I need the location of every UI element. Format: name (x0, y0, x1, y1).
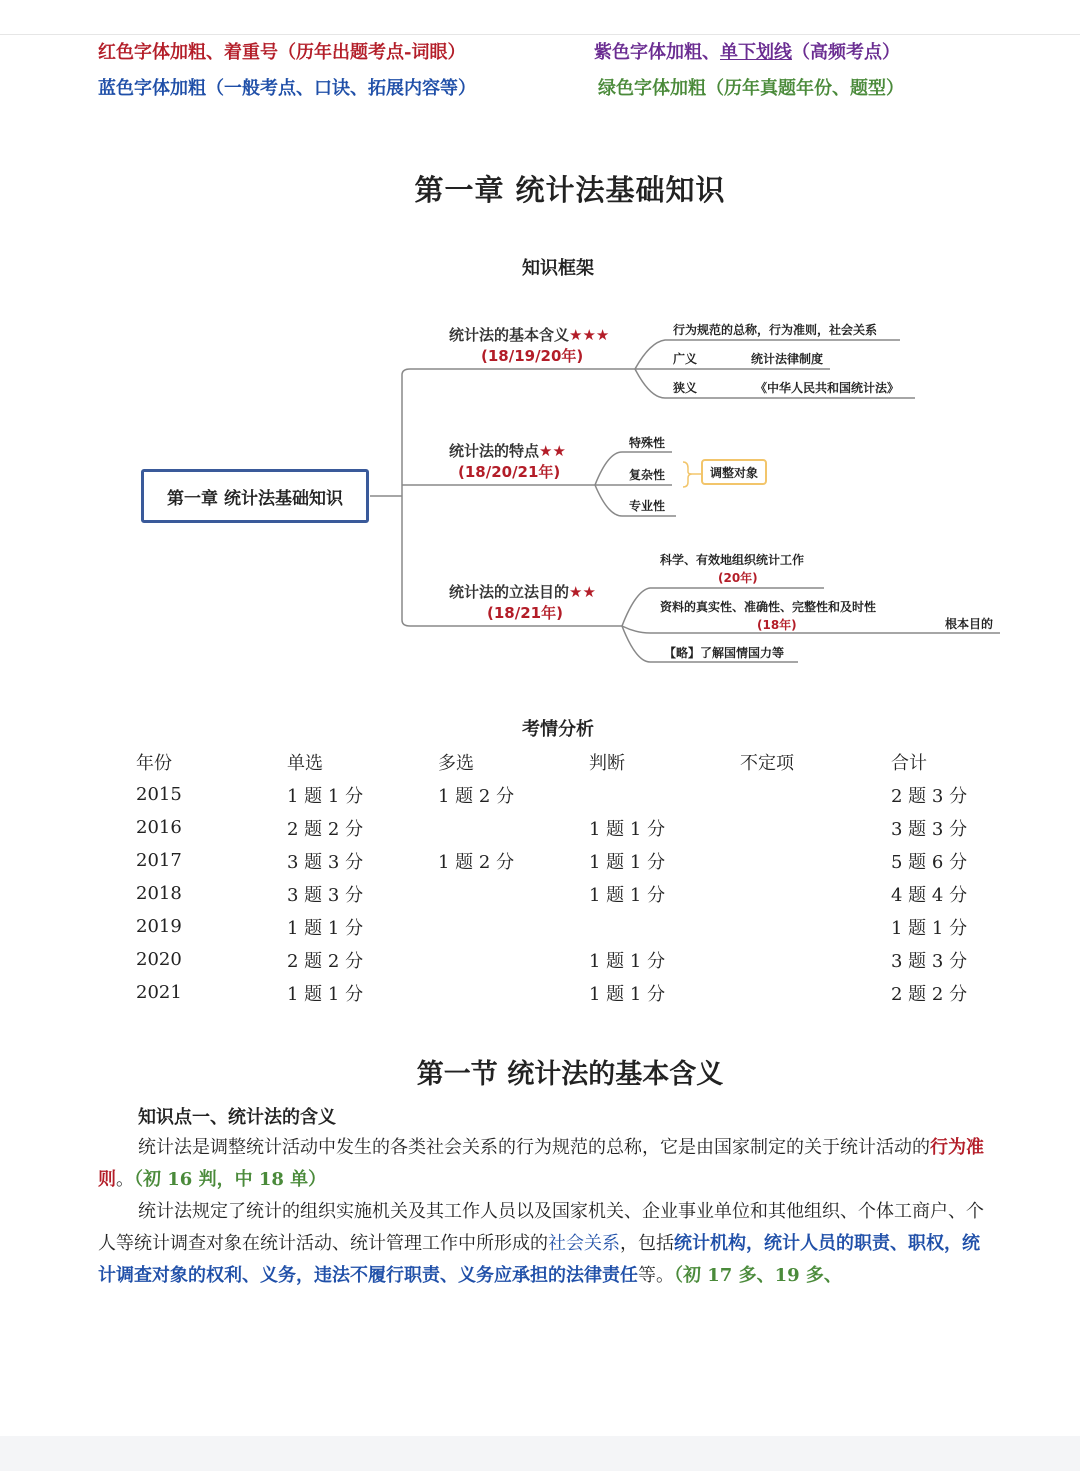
table-cell: 1 题 1 分 (287, 917, 364, 939)
branch3-child2-year: (18年) (757, 618, 797, 632)
para1-period: 。 (116, 1169, 134, 1190)
para2-end: 等。 (638, 1265, 674, 1286)
header-multi: 多选 (438, 752, 474, 774)
branch1-title (449, 324, 609, 345)
branch2-title (449, 440, 566, 461)
table-cell: 2021 (136, 982, 182, 1003)
section-title: 第一节 统计法的基本含义 (416, 1059, 724, 1090)
header-judge: 判断 (589, 752, 625, 774)
exam-stats-table (130, 745, 1005, 1009)
table-cell: 1 题 1 分 (891, 917, 968, 939)
branch1-title-text: 统计法的基本含义 (449, 326, 570, 344)
branch2-child3: 专业性 (629, 499, 666, 513)
analysis-title: 考情分析 (522, 719, 594, 740)
table-cell: 2 题 3 分 (891, 785, 968, 807)
branch3-child1-year: (20年) (718, 571, 758, 585)
table-cell (432, 910, 583, 943)
header-indefinite: 不定项 (740, 752, 794, 774)
table-cell (734, 877, 885, 910)
table-cell: 2019 (136, 916, 182, 937)
para2-connector: ，包括 (620, 1233, 674, 1254)
table-row (130, 976, 1005, 1009)
table-cell: 2 题 2 分 (287, 950, 364, 972)
branch1-child3-label: 狭义 (673, 381, 698, 395)
branch3-title-text: 统计法的立法目的 (449, 583, 570, 601)
table-cell (734, 943, 885, 976)
table-cell: 1 题 1 分 (287, 983, 364, 1005)
table-cell: 1 题 2 分 (438, 785, 515, 807)
para1-exam-ref: （初 16 判，中 18 单） (134, 1169, 327, 1190)
table-cell: 1 题 1 分 (589, 950, 666, 972)
table-cell: 2017 (136, 850, 182, 871)
legend-green: 绿色字体加粗（历年真题年份、题型） (598, 78, 904, 99)
table-row (130, 910, 1005, 943)
branch3-years: (18/21年) (487, 604, 563, 622)
header-single: 单选 (287, 752, 323, 774)
branch3-title (449, 581, 596, 602)
table-row (130, 943, 1005, 976)
table-cell: 4 题 4 分 (891, 884, 968, 906)
branch3-child2-note: 根本目的 (945, 617, 994, 631)
legend-purple-part3: （高频考点） (792, 42, 900, 63)
table-cell: 2016 (136, 817, 182, 838)
paragraph-2 (98, 1196, 988, 1292)
table-header-row (130, 745, 1005, 778)
table-cell (734, 910, 885, 943)
table-row (130, 877, 1005, 910)
header-total: 合计 (891, 752, 927, 774)
chapter-title: 第一章 统计法基础知识 (414, 173, 726, 207)
table-cell (734, 778, 885, 811)
table-row (130, 811, 1005, 844)
branch1-child2-label: 广义 (673, 352, 698, 366)
table-cell: 1 题 1 分 (589, 851, 666, 873)
branch1-child3-value: 《中华人民共和国统计法》 (755, 381, 900, 395)
table-cell: 3 题 3 分 (287, 884, 364, 906)
para1-keyword: 行为准则 (98, 1137, 984, 1190)
table-cell (432, 943, 583, 976)
branch2-title-text: 统计法的特点 (449, 442, 540, 460)
table-cell: 1 题 2 分 (438, 851, 515, 873)
branch3-child1: 科学、有效地组织统计工作 (660, 553, 805, 567)
knowledge-point-heading: 知识点一、统计法的含义 (138, 1107, 336, 1128)
legend-purple-part1: 紫色字体加粗、 (594, 42, 720, 63)
paragraph-1 (98, 1132, 988, 1196)
para2-details: 统计机构，统计人员的职责、职权，统计调查对象的权利、义务，违法不履行职责、义务应承担的法律责任 (98, 1233, 980, 1286)
para2-text: 统计法规定了统计的组织实施机关及其工作人员以及国家机关、企业事业单位和其他组织、个体工商户、个人等统计调查对象在统计活动、统计管理工作中所形成的 (98, 1201, 984, 1254)
table-cell: 2020 (136, 949, 182, 970)
mindmap-root: 第一章 统计法基础知识 (141, 469, 369, 523)
table-row (130, 844, 1005, 877)
legend-blue: 蓝色字体加粗（一般考点、口诀、拓展内容等） (98, 78, 476, 99)
table-cell: 3 题 3 分 (891, 818, 968, 840)
bottom-band (0, 1436, 1080, 1471)
branch3-child3: 【略】了解国情国力等 (664, 646, 785, 660)
table-cell: 1 题 1 分 (589, 884, 666, 906)
branch1-stars: ★★★ (569, 326, 610, 344)
table-cell (432, 976, 583, 1009)
branch2-child2: 复杂性 (629, 468, 666, 482)
table-cell (734, 811, 885, 844)
legend-red: 红色字体加粗、着重号（历年出题考点-词眼） (98, 42, 466, 63)
table-cell (583, 778, 734, 811)
table-cell: 2018 (136, 883, 182, 904)
table-cell (734, 844, 885, 877)
table-cell: 1 题 1 分 (589, 818, 666, 840)
table-cell: 2 题 2 分 (891, 983, 968, 1005)
table-cell (432, 811, 583, 844)
branch1-child2-value: 统计法律制度 (751, 352, 824, 366)
header-year: 年份 (136, 752, 172, 774)
framework-title: 知识框架 (522, 258, 594, 279)
branch2-child1: 特殊性 (629, 436, 666, 450)
branch3-stars: ★★ (569, 583, 596, 601)
para1-text: 统计法是调整统计活动中发生的各类社会关系的行为规范的总称，它是由国家制定的关于统计活动的 (138, 1137, 930, 1158)
para2-keyword: 社会关系 (548, 1233, 620, 1254)
legend-purple-underline: 单下划线 (720, 42, 792, 63)
table-cell: 3 题 3 分 (287, 851, 364, 873)
table-cell (583, 910, 734, 943)
table-cell: 2 题 2 分 (287, 818, 364, 840)
branch1-child1: 行为规范的总称，行为准则，社会关系 (673, 323, 878, 337)
table-cell: 1 题 1 分 (589, 983, 666, 1005)
branch2-years: (18/20/21年) (458, 463, 561, 481)
branch1-years: (18/19/20年) (481, 347, 584, 365)
branch2-stars: ★★ (539, 442, 566, 460)
branch2-tag: 调整对象 (701, 459, 767, 485)
table-cell (734, 976, 885, 1009)
table-cell: 3 题 3 分 (891, 950, 968, 972)
para2-exam-ref: （初 17 多、19 多、 (674, 1265, 842, 1286)
table-row (130, 778, 1005, 811)
branch3-child2: 资料的真实性、准确性、完整性和及时性 (660, 600, 877, 614)
table-cell: 1 题 1 分 (287, 785, 364, 807)
table-cell (432, 877, 583, 910)
table-cell: 5 题 6 分 (891, 851, 968, 873)
table-cell: 2015 (136, 784, 182, 805)
